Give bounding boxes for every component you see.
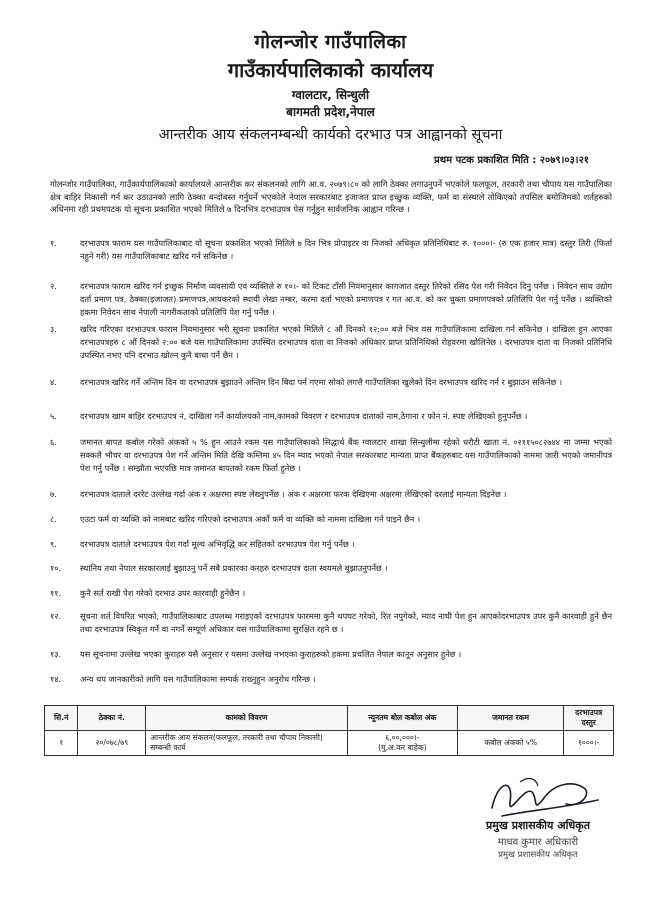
- item-number: १०.: [50, 563, 62, 573]
- contract-table: [44, 705, 614, 756]
- item-number: ८.: [50, 514, 57, 524]
- item-text: यस सूचनामा उल्लेख भएका कुराहरु यसै अनुसार र यसमा उल्लेख नभएका कुराहरुको हकमा प्रचलित नेपाल कानून अनुसार हुनेछ ।: [80, 649, 462, 659]
- notice-title: आन्तरीक आय संकलनम्बन्धी कार्यको दरभाउ पत्र आह्वानको सूचना: [158, 127, 503, 143]
- cell-deposit: कबोल अंकको ५%: [458, 731, 564, 756]
- cell-description: आन्तरीक आय संकलन(फलफूल, तरकारी तथा चौपाय निकासी) सम्बन्धी कार्य: [146, 731, 347, 756]
- header-deposit: जमानत रकम: [458, 706, 564, 731]
- item-text: स्थानिय तथा नेपाल सरकारलाई बुझाउनु पर्ने सबै प्रकारका करहरु दरभाउपत्र दाता स्वयमले बुझाउनुपर्नेछ ।: [80, 563, 388, 573]
- office-address: ग्वालटार, सिन्धुली: [291, 88, 370, 102]
- item-text: दरभाउपत्र फाराम खरिद गर्न इच्छुक निर्माण व्यवसायी एवं व्यक्तिले रु १०।- को टिकट टाँसी नियमानुसार कागजात दस्तुर तिरेको रसिद पेश गरी निवेदन दिनु पर्नेछ । निवेदन साथ उद्योग दर्ता प्रमाण पत्र, ठेक्का(इजाजत) प्रमाणपत्र,आयकरको स्थायी लेखा नम्बर, करमा दर्ता भएको प्रमाणपत्र र गत आ.व. को कर चुक्ता प्रमाणपत्रको प्रतिलिपि पेश गर्नु पर्नेछ । व्यक्तिको हकमा निवेदन साथ नेपाली नागरीकताको प्रतिलिपि पेश गर्नु पर्नेछ ।: [80, 281, 612, 317]
- cell-sn: १: [45, 731, 78, 756]
- office-name: गाउँकार्यपालिकाको कार्यालय: [227, 58, 434, 82]
- item-number: १३.: [50, 649, 62, 659]
- cell-fee: १०००।-: [564, 731, 614, 756]
- item-text: दरभाउपत्र दाताले दररेट उल्लेख गर्दा अंक र अक्षरमा स्पष्ट लेख्नुपर्नेछ । अंक र अक्षरमा फरक देखिएमा अक्षरमा लेखिएको दरलाई मान्यता दिइनेछ ।: [80, 489, 507, 499]
- item-number: ३.: [50, 324, 57, 334]
- item-number: ११.: [50, 588, 62, 598]
- item-text: दरभाउपत्र फाराम यस गाउँपालिकाबाट यो सूचना प्रकाशित भएको मितिले ७ दिन भित्र प्रोपाइटर वा निजको अधिकृत प्रतिनिधिबाट रु. १०००।- (रु एक हजार मात्र) दस्तुर तिरी (फिर्ता नहुने गरी) यस गाउँपालिकाबाट खरिद गर्न सकिनेछ ।: [80, 238, 612, 261]
- item-text: खरिद गरिएका दरभाउपत्र फाराम नियमानुसार भरी सूचना प्रकाशित भएको मितिले ८ औं दिनको १२:०० बजे भित्र यस गाउँपालिकामा दाखिला गर्न सकिनेछ । दाखिला हुन आएका दरभाउपत्रहरु ८ औं दिनको २:०० बजे यस गाउँपालिकामा उपस्थित दरभाउपत्र दाता वा निजको अधिकार प्राप्त प्रतिनिधिको रोहवरमा खोलिनेछ । दरभाउपत्र दाता वा निजको प्रतिनिधि उपस्थित नभए पनि दरभाउ खोल्न कुनै बाधा पर्ने छैन ।: [80, 324, 612, 360]
- cell-contract-no: २०/०७८/७९: [78, 731, 146, 756]
- table-row: [45, 731, 614, 756]
- item-number: ९.: [50, 539, 57, 549]
- signatory-subtitle: प्रमुख प्रशासकीय अधिकृत: [498, 850, 578, 860]
- item-text: जमानत बापत कबोल गरेको अंकको ५ % हुन आउने रकम यस गाउँपालिकाको सिद्धार्थ बैंक ग्वालटार शाखा सिन्धुलीमा रहेको धरौटी खाता नं. ०२११५०८२७४४ मा जम्मा भएको सक्कलै भौचर वा दरभाउपत्र पेश गर्ने अन्तिम मिति देखि कम्तिमा ४५ दिन म्याद भएको नेपाल सरकारबाट मान्यता प्राप्त बैंकहरुबाट यस गाउँपालिकाको नाममा जारी भएको जमानीपत्र पेश गर्नु पर्नेछ । सम्झौता भएपछि मात्र जमानत बापतको रकम फिर्ता हुनेछ ।: [80, 437, 612, 473]
- item-number: ४.: [50, 377, 57, 387]
- header-fee: दरभाउपत्र दस्तुर: [564, 706, 614, 731]
- item-text: एउटा फर्म वा व्यक्ति को नामबाट खरिद गरिएको दरभाउपत्र अर्को फर्म वा व्यक्ति को नाममा दाखिला गर्न पाइने छैन ।: [80, 514, 421, 524]
- intro-paragraph: गोलन्जोर गाउँपालिका, गाउँकार्यपालिकाको कार्यालयले आन्तरीक कर संकलनको लागि आ.व. २०७९।८० को लागि ठेक्का लगाउनुपर्ने भएकोले फलफूल, तरकारी तथा चौपाय यस गाउँपालिका क्षेत्र बाहिर निकासी गर्न कर उठाउनको लागि ठेक्का बन्दोबस्त गर्नुपर्ने भएकोले नेपाल सरकारबाट इजाजत प्राप्त इच्छुक व्यक्ति, फर्म वा संस्थाले तोकिएको तपसिल बमोजिमको शर्तहरुको अधिनमा रही प्रथमपटक यो सूचना प्रकाशित भएको मितिले ७ दिनभित्र दरभाउपत्र पेस गर्नुहुन सार्वजनिक आह्वान गरिन्छ ।: [50, 179, 612, 214]
- item-number: १४.: [50, 674, 62, 684]
- item-number: १२.: [50, 611, 62, 621]
- item-number: ५.: [50, 411, 57, 421]
- item-text: दरभाउपत्र खाम बाहिर दरभाउपत्र नं, दाखिला गर्ने कार्यालयको नाम,कामको विवरण र दरभाउपत्र दाताको नाम,ठेगाना र फोन नं. स्पष्ट लेखिएको हुनुपर्नेछ ।: [80, 411, 528, 421]
- item-number: १.: [50, 238, 57, 248]
- header-description: कामको विवरण: [146, 706, 347, 731]
- signatory-name: माधव कुमार अधिकारी: [497, 837, 579, 848]
- min-bid-amount: ६,००,०००।-: [385, 733, 420, 742]
- header-contract-no: ठेक्का नं.: [78, 706, 146, 731]
- province-name: बागमती प्रदेश,नेपाल: [286, 105, 375, 119]
- item-text: कुनै सर्त राखी पेश गरेको दरभाउ उपर कारवाही हुनेछैन ।: [80, 588, 246, 598]
- item-number: ६.: [50, 437, 57, 447]
- signatory-title: प्रमुख प्रशासकीय अधिकृत: [486, 819, 590, 832]
- publish-date: प्रथम पटक प्रकाशित मिति : २०७९।०३।२१: [434, 155, 589, 166]
- cell-min-bid: [347, 731, 457, 756]
- municipality-name: गोलन्जोर गाउँपालिका: [254, 31, 407, 53]
- header-min-bid: न्यूनतम बोल कबोल अंक: [347, 706, 457, 731]
- item-text: अन्य थप जानकारीको लागि यस गाउँपालिकामा सम्पर्क राख्नुहुन अनुरोध गरिन्छ ।: [80, 674, 316, 684]
- header-sn: सि.नं: [45, 706, 78, 731]
- item-text: सूचना शर्त विपरित भएकाे, गाउँपालिकाबाट उपलब्ध गराइएको दरभाउपत्र फारममा कुनै थपघट गरेको, रित नपुगेको, म्याद नाघी पेश हुन आएकोदरभाउपत्र उपर कुनै कारवाही हुने छैन तथा दरभाउपत्र स्विकृत गर्ने वा नगर्ने सम्पूर्ण अधिकार यस गाउँपालिकामा सुरक्षित रहने छ ।: [80, 611, 612, 634]
- item-text: दरभाउपत्र दाताले दरभाउपत्र पेश गर्दा मूल्य अभिवृद्धि कर सहितको दरभाउपत्र पेश गर्नु पर्नेछ ।: [80, 539, 355, 549]
- table-header-row: [45, 706, 614, 731]
- min-bid-note: (मु.अ.कर बाहेक): [378, 743, 427, 752]
- item-text: दरभाउपत्र खरिद गर्ने अन्तिम दिन वा दरभाउपत्र बुझाउने अन्तिम दिन बिदा पर्न गएमा सोको लगत्तै गाउँपालिका खुलेको दिन दरभाउपत्र खरिद गर्न र बुझाउन सकिनेछ ।: [80, 377, 563, 387]
- item-number: २.: [50, 281, 57, 291]
- item-number: ७.: [50, 489, 57, 499]
